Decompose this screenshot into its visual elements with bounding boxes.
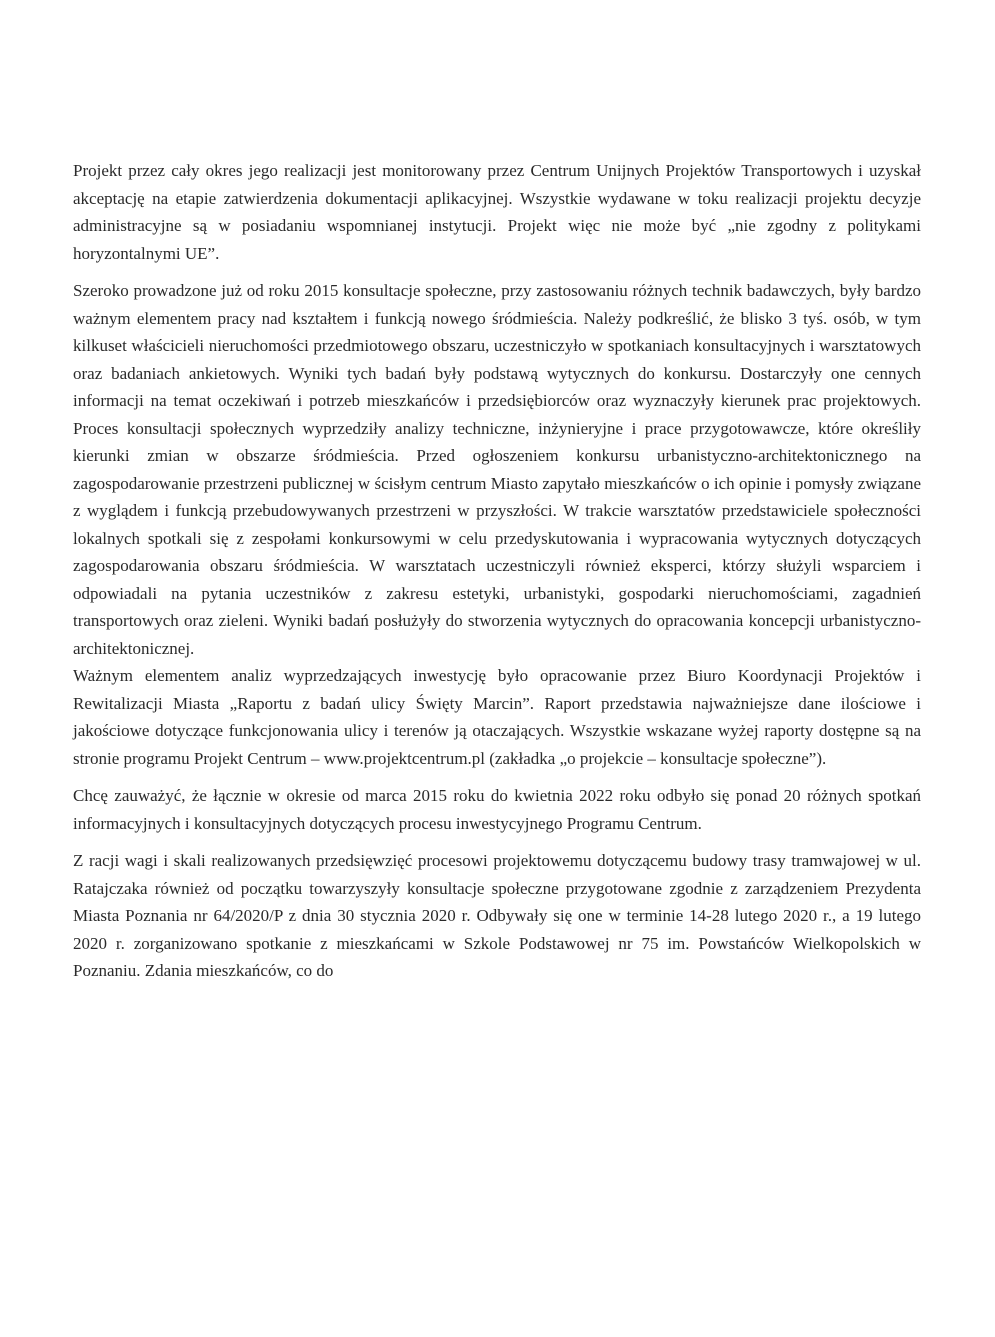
document-page <box>73 157 921 985</box>
paragraph-meetings: Chcę zauważyć, że łącznie w okresie od marca 2015 roku do kwietnia 2022 roku odbyło się ponad 20 różnych spotkań informacyjnych i konsultacyjnych dotyczących procesu inwestycyjnego Programu Centrum. <box>73 786 921 833</box>
paragraph-report: Ważnym elementem analiz wyprzedzających inwestycję było opracowanie przez Biuro Koordynacji Projektów i Rewitalizacji Miasta „Raportu z badań ulicy Święty Marcin”. Raport przedstawia najważniejsze dane ilościowe i jakościowe dotyczące funkcjonowania ulicy i terenów ją otaczających. Wszystkie wskazane wyżej raporty dostępne są na stronie programu Projekt Centrum – www.projektcentrum.pl (zakładka „o projekcie – konsultacje społeczne”). <box>73 666 921 768</box>
paragraph-consultations: Szeroko prowadzone już od roku 2015 konsultacje społeczne, przy zastosowaniu różnych technik badawczych, były bardzo ważnym elementem pracy nad kształtem i funkcją nowego śródmieścia. Należy podkreślić, że blisko 3 tyś. osób, w tym kilkuset właścicieli nieruchomości przedmiotowego obszaru, uczestniczyło w spotkaniach konsultacyjnych i warsztatowych oraz badaniach ankietowych. Wyniki tych badań były podstawą wytycznych do konkursu. Dostarczyły one cennych informacji na temat oczekiwań i potrzeb mieszkańców i przedsiębiorców oraz wyznaczyły kierunek prac projektowych. Proces konsultacji społecznych wyprzedziły analizy techniczne, inżynieryjne i prace przygotowawcze, które określiły kierunki zmian w obszarze śródmieścia. Przed ogłoszeniem konkursu urbanistyczno-architektonicznego na zagospodarowanie przestrzeni publicznej w ścisłym centrum Miasto zapytało mieszkańców o ich opinie i pomysły związane z wyglądem i funkcją przebudowywanych przestrzeni w przyszłości. W trakcie warsztatów przedstawiciele społeczności lokalnych spotkali się z zespołami konkursowymi w celu przedyskutowania i wypracowania wytycznych dotyczących zagospodarowania obszaru śródmieścia. W warsztatach uczestniczyli również eksperci, którzy służyli wsparciem i odpowiadali na pytania uczestników z zakresu estetyki, urbanistyki, gospodarki nieruchomościami, zagadnień transportowych oraz zieleni. Wyniki badań posłużyły do stworzenia wytycznych do opracowania koncepcji urbanistyczno-architektonicznej. <box>73 281 921 658</box>
paragraph-tramway: Z racji wagi i skali realizowanych przedsięwzięć procesowi projektowemu dotyczącemu budowy trasy tramwajowej w ul. Ratajczaka również od początku towarzyszyły konsultacje społeczne przygotowane zgodnie z zarządzeniem Prezydenta Miasta Poznania nr 64/2020/P z dnia 30 stycznia 2020 r. Odbywały się one w terminie 14-28 lutego 2020 r., a 19 lutego 2020 r. zorganizowano spotkanie z mieszkańcami w Szkole Podstawowej nr 75 im. Powstańców Wielkopolskich w Poznaniu. Zdania mieszkańców, co do <box>73 851 921 980</box>
paragraph-monitoring: Projekt przez cały okres jego realizacji jest monitorowany przez Centrum Unijnych Projektów Transportowych i uzyskał akceptację na etapie zatwierdzenia dokumentacji aplikacyjnej. Wszystkie wydawane w toku realizacji projektu decyzje administracyjne są w posiadaniu wspomnianej instytucji. Projekt więc nie może być „nie zgodny z politykami horyzontalnymi UE”. <box>73 161 921 263</box>
